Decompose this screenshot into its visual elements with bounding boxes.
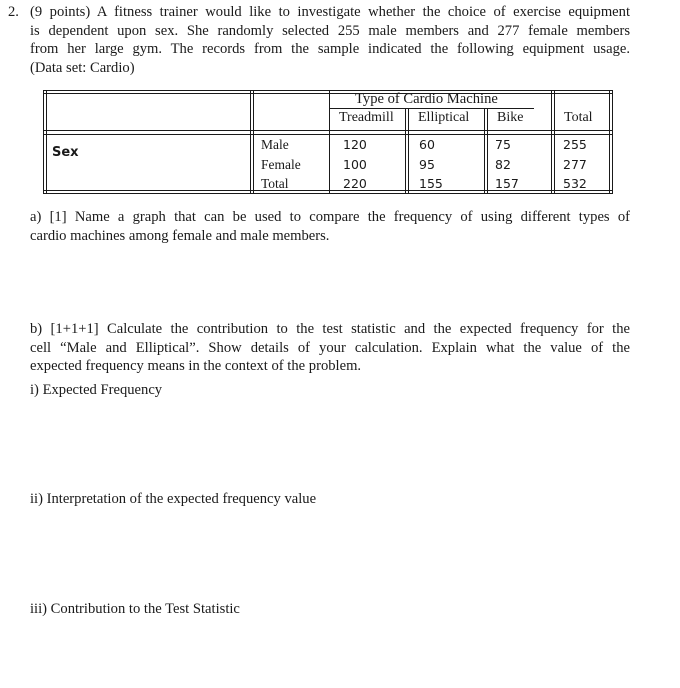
column-header-elliptical: Elliptical (418, 110, 470, 125)
table-border (43, 93, 613, 94)
column-separator (250, 90, 251, 194)
cell-grand-total: 532 (563, 176, 587, 191)
row-label-total: Total (261, 176, 289, 191)
header-separator (43, 134, 613, 135)
part-a-line: a) [1] Name a graph that can be used to compare the frequency of using different types of (30, 209, 630, 225)
table-border (43, 190, 613, 191)
row-label-female: Female (261, 157, 301, 172)
column-separator (253, 90, 254, 194)
cell-male-total: 255 (563, 137, 587, 152)
column-header-treadmill: Treadmill (339, 110, 394, 125)
sub-question-iii: iii) Contribution to the Test Statistic (30, 601, 240, 617)
column-separator (484, 108, 485, 194)
cell-total-bike: 157 (495, 176, 519, 191)
cell-female-elliptical: 95 (419, 157, 435, 172)
cell-male-treadmill: 120 (343, 137, 367, 152)
part-b-line: cell “Male and Elliptical”. Show details of your calculation. Explain what the value of the (30, 339, 630, 356)
column-header-total: Total (564, 110, 593, 125)
row-label-male: Male (261, 137, 289, 152)
table-border (612, 90, 613, 194)
part-b-line: b) [1+1+1] Calculate the contribution to the test statistic and the expected frequency for the (30, 321, 630, 337)
cell-male-bike: 75 (495, 137, 511, 152)
table-border (46, 90, 47, 194)
part-b-line: expected frequency means in the context of the problem. (30, 358, 362, 375)
column-separator (329, 90, 330, 194)
header-separator (43, 130, 613, 131)
intro-line: (Data set: Cardio) (30, 59, 135, 76)
column-separator (554, 90, 555, 194)
row-group-label: Sex (52, 145, 79, 160)
column-separator (408, 108, 409, 194)
question-intro (30, 3, 630, 77)
group-header-rule (330, 108, 534, 109)
question-number: 2. (8, 4, 19, 20)
intro-line: (9 points) A fitness trainer would like to investigate whether the choice of exercise equipment (30, 4, 630, 20)
table-border (609, 90, 610, 194)
cell-female-total: 277 (563, 157, 587, 172)
group-header: Type of Cardio Machine (355, 91, 498, 107)
part-a-line: cardio machines among female and male members. (30, 227, 330, 244)
table-border (43, 193, 613, 194)
part-a-prompt (30, 208, 630, 245)
column-separator (487, 108, 488, 194)
column-separator (405, 108, 406, 194)
sub-question-ii: ii) Interpretation of the expected frequency value (30, 491, 317, 507)
cell-total-treadmill: 220 (343, 176, 367, 191)
table-border (43, 90, 44, 194)
intro-line: from her large gym. The records from the sample indicated the following equipment usage. (30, 41, 630, 58)
part-b-prompt (30, 320, 630, 376)
cell-female-bike: 82 (495, 157, 511, 172)
table-border (43, 90, 613, 91)
cell-male-elliptical: 60 (419, 137, 435, 152)
column-header-bike: Bike (497, 110, 524, 125)
column-separator (551, 90, 552, 194)
sub-question-i: i) Expected Frequency (30, 382, 163, 398)
cell-female-treadmill: 100 (343, 157, 367, 172)
intro-line: is dependent upon sex. She randomly selected 255 male members and 277 female members (30, 22, 630, 39)
cell-total-elliptical: 155 (419, 176, 443, 191)
contingency-table (43, 90, 613, 194)
